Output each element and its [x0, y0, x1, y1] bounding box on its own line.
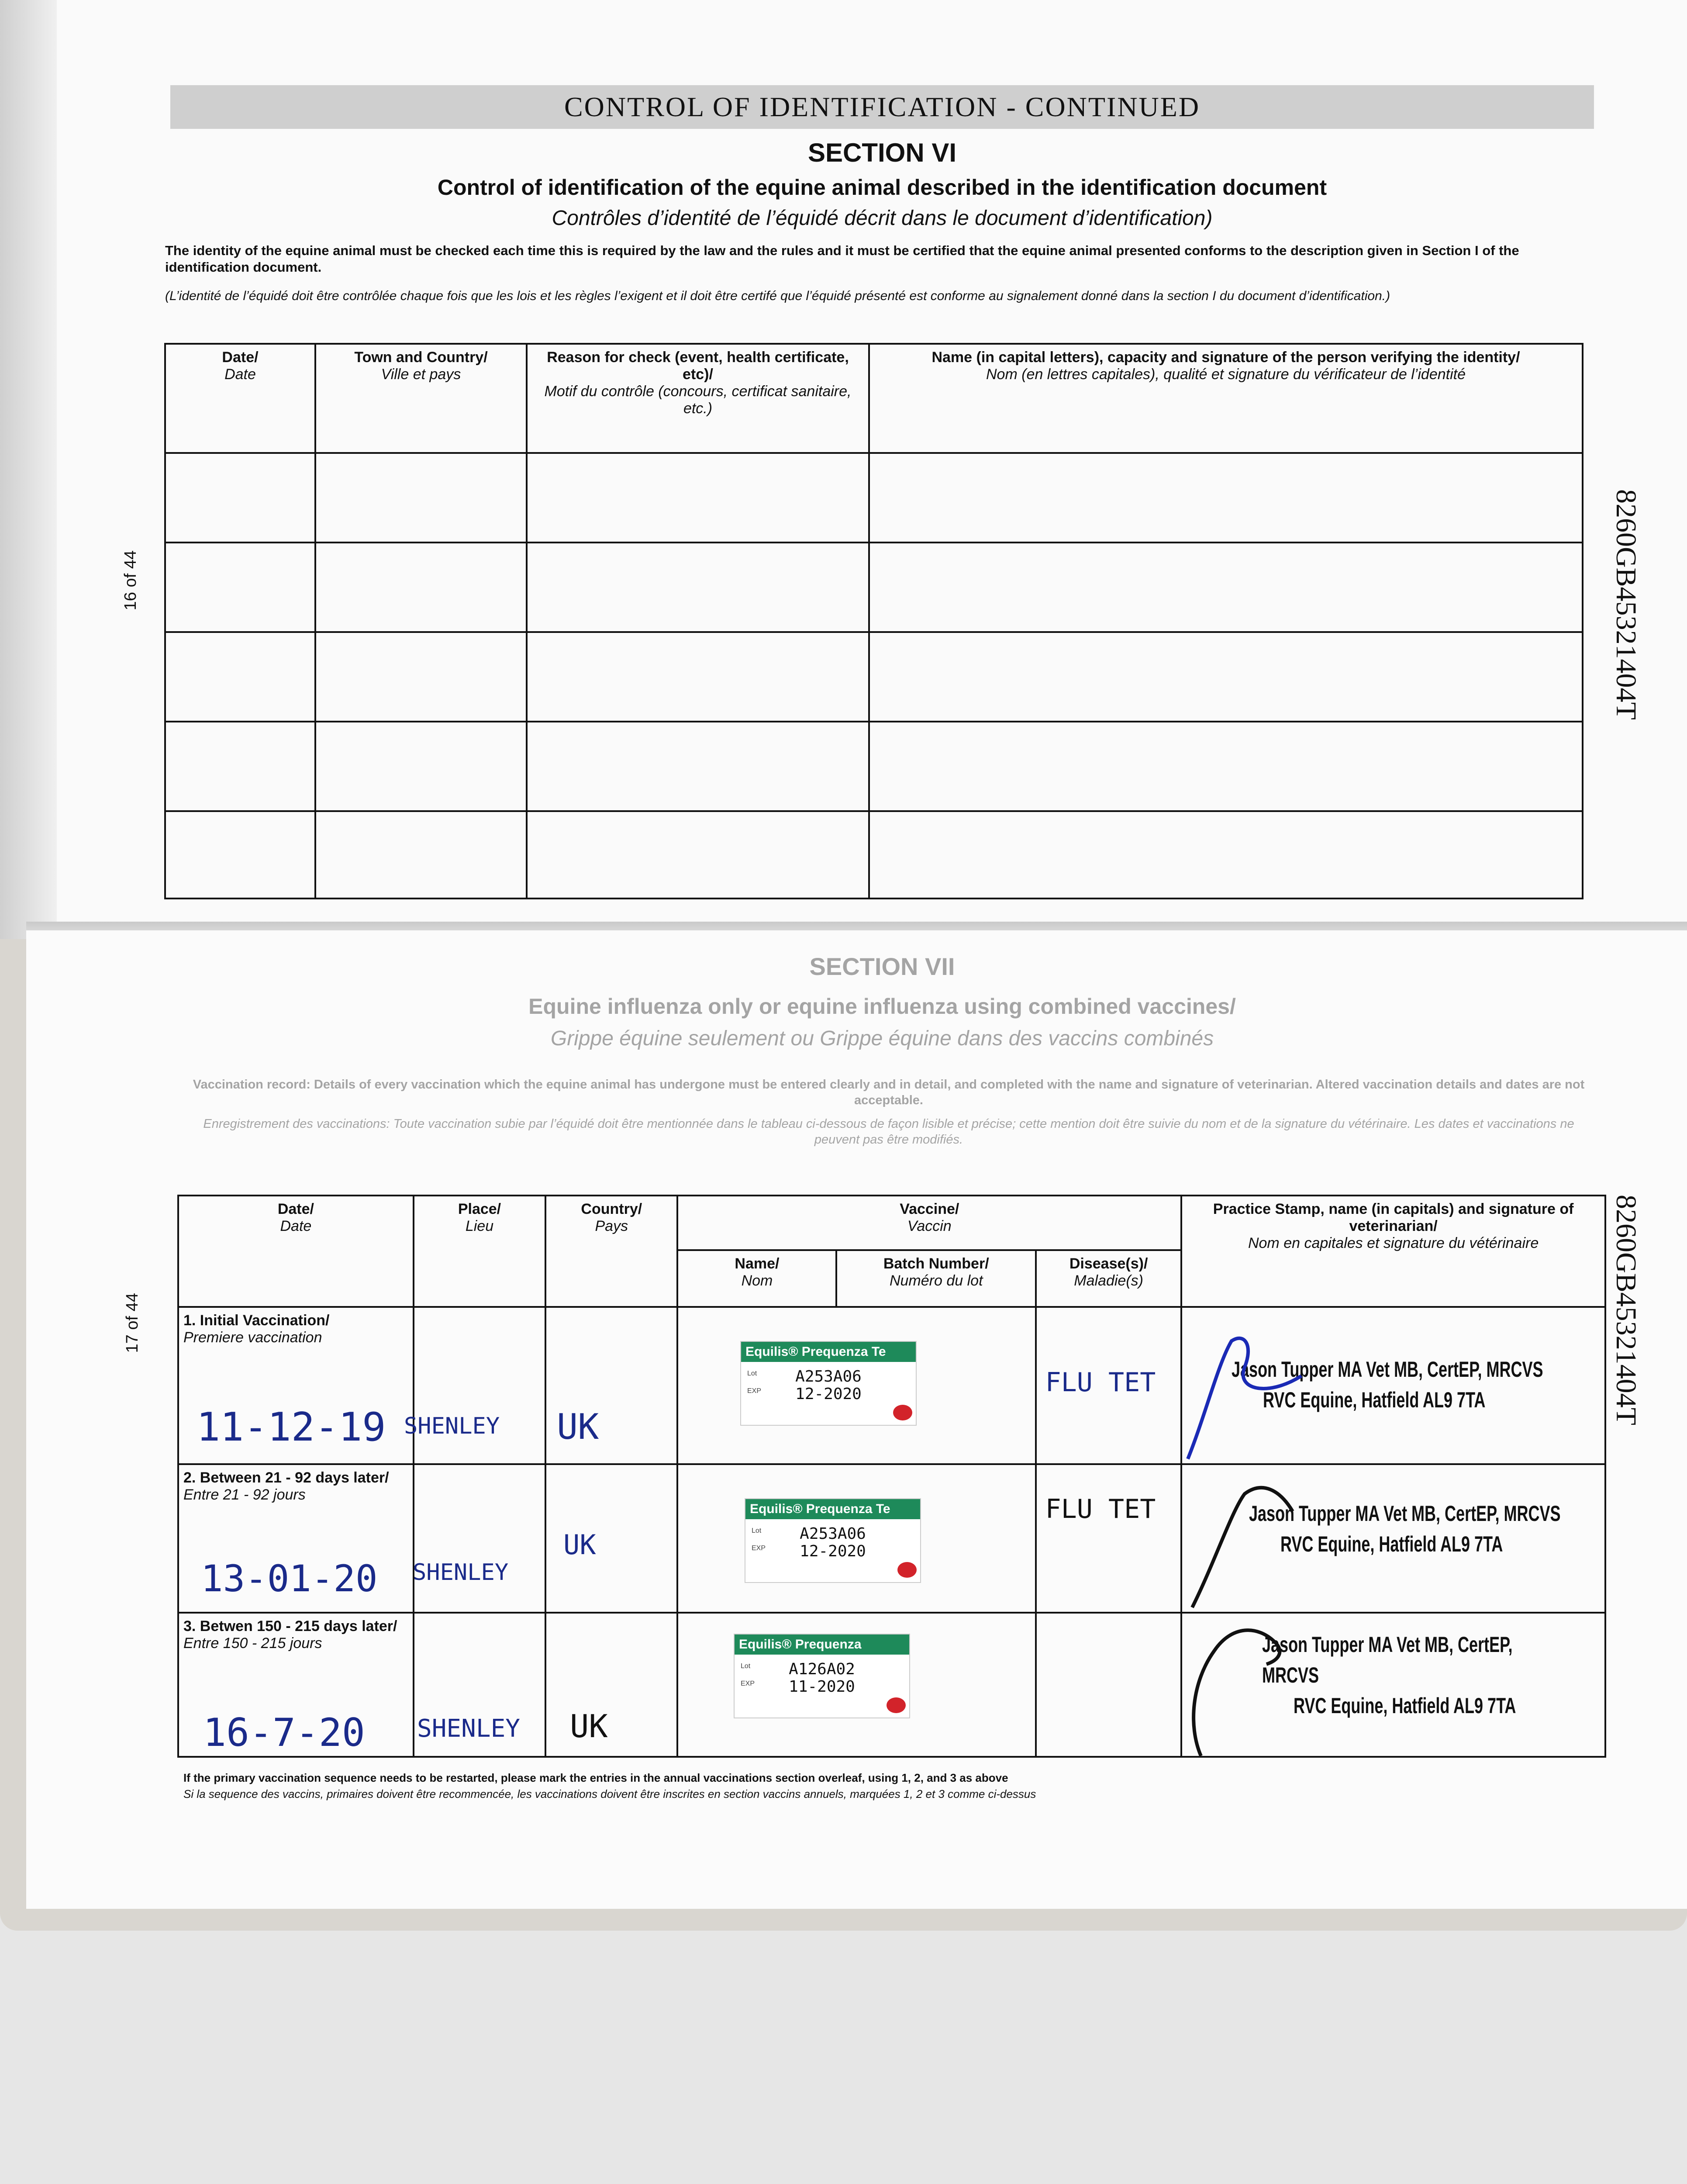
row-label-cell: 1. Initial Vaccination/ Premiere vaccination [178, 1307, 414, 1464]
col-town-header: Town and Country/ Ville et pays [315, 344, 527, 453]
col-country-header: Country/ Pays [545, 1196, 677, 1307]
vaccine-sticker: Equilis® Prequenza Lot EXP A126A02 11-2020 [734, 1634, 910, 1718]
signature-icon [1179, 1328, 1310, 1468]
page-number-16: 16 of 44 [121, 550, 140, 611]
table-header-row [178, 1196, 1605, 1250]
red-dot-icon [887, 1697, 906, 1713]
section-vii-intro-en: Vaccination record: Details of every vaccination which the equine animal has undergone must be entered clearly and in detail, and completed with the name and signature of veterinarian. Altered vaccination details and dates are not acceptable. [193, 1078, 1585, 1107]
row-label-cell: 3. Betwen 150 - 215 days later/ Entre 150 - 215 jours [178, 1613, 414, 1757]
col-disease-header: Disease(s)/ Maladie(s) [1036, 1250, 1181, 1307]
col-reason-header: Reason for check (event, health certificate, etc)/ Motif du contrôle (concours, certificat sanitaire, etc.) [527, 344, 869, 453]
section-vi-intro-en: The identity of the equine animal must be checked each time this is required by the law and the rules and it must be certified that the equine animal presented conforms to the description given in Section I of the identification document. [165, 243, 1519, 275]
table-row [165, 722, 1583, 811]
handwritten-country: UK [570, 1708, 608, 1745]
section-vi-heading-fr: Contrôles d’identité de l’équidé décrit dans le document d’identification) [552, 207, 1213, 230]
section-vii-heading-fr: Grippe équine seulement ou Grippe équine dans des vaccins combinés [550, 1027, 1214, 1050]
vet-stamp: Jason Tupper MA Vet MB, CertEP, MRCVS RVC Equine, Hatfield AL9 7TA [1249, 1501, 1561, 1556]
handwritten-disease: FLU TET [1045, 1494, 1156, 1524]
col-batch-header: Batch Number/ Numéro du lot [836, 1250, 1036, 1307]
passport-id-lower: 8260GB45321404T [1610, 1195, 1642, 1425]
section-banner: CONTROL OF IDENTIFICATION - CONTINUED [170, 85, 1594, 129]
col-vaccine-name-header: Name/ Nom [677, 1250, 836, 1307]
handwritten-country: UK [563, 1529, 596, 1561]
vet-stamp: Jason Tupper MA Vet MB, CertEP, MRCVS RVC Equine, Hatfield AL9 7TA [1232, 1357, 1543, 1412]
section-vii-intro-fr: Enregistrement des vaccinations: Toute vaccination subie par l’équidé doit être mentionnée dans le tableau ci-dessous de façon lisible et précise; cette mention doit être suivie du nom et de la signature du vétérinaire. Les dates et vaccinations ne peuvent pas être modifiés. [203, 1117, 1574, 1147]
footer-note-fr: Si la sequence des vaccins, primaires doivent être recommencée, les vaccinations doivent être inscrites en section vaccins annuels, marquées 1, 2 et 3 comme ci-dessus [183, 1787, 1036, 1800]
section-vii-heading-en: Equine influenza only or equine influenza using combined vaccines/ [528, 994, 1236, 1019]
handwritten-country: UK [557, 1406, 599, 1447]
passport-id-upper: 8260GB45321404T [1610, 489, 1642, 720]
handwritten-date: 13-01-20 [201, 1557, 378, 1600]
vaccine-sticker: Equilis® Prequenza Te Lot EXP A253A06 12-2020 [740, 1341, 917, 1426]
section-vi-heading-en: Control of identification of the equine animal described in the identification document [437, 175, 1327, 200]
book-spine [0, 0, 57, 939]
signature-icon [1175, 1616, 1306, 1765]
handwritten-place: SHENLEY [413, 1559, 509, 1586]
col-date-header: Date/ Date [178, 1196, 414, 1307]
section-vi-title: SECTION VI [807, 138, 957, 167]
table-row [165, 811, 1583, 898]
handwritten-date: 16-7-20 [203, 1710, 365, 1755]
vaccine-sticker: Equilis® Prequenza Te Lot EXP A253A06 12-2020 [745, 1498, 921, 1583]
section-vi-intro-fr: (L’identité de l’équidé doit être contrôlée chaque fois que les lois et les règles l’exigent et il doit être certifé que l’équidé présenté est conforme au signalement donné dans la section I du document d’identification.) [165, 289, 1390, 303]
handwritten-place: SHENLEY [417, 1714, 521, 1743]
section-vii-title: SECTION VII [809, 953, 955, 980]
col-place-header: Place/ Lieu [414, 1196, 545, 1307]
handwritten-place: SHENLEY [404, 1413, 500, 1439]
table-row [165, 453, 1583, 543]
vet-stamp: Jason Tupper MA Vet MB, CertEP, MRCVS RVC Equine, Hatfield AL9 7TA [1262, 1632, 1516, 1718]
col-date-header: Date/ Date [165, 344, 315, 453]
col-vaccine-header: Vaccine/ Vaccin [677, 1196, 1181, 1250]
handwritten-date: 11-12-19 [197, 1404, 386, 1450]
col-stamp-header: Practice Stamp, name (in capitals) and signature of veterinarian/ Nom en capitales et signature du vétérinaire [1181, 1196, 1605, 1307]
table-row [165, 543, 1583, 632]
footer-note-en: If the primary vaccination sequence needs to be restarted, please mark the entries in the annual vaccinations section overleaf, using 1, 2, and 3 as above [183, 1771, 1008, 1784]
page-number-17: 17 of 44 [123, 1293, 141, 1353]
red-dot-icon [897, 1562, 917, 1578]
handwritten-disease: FLU TET [1045, 1367, 1156, 1398]
signature-icon [1179, 1476, 1310, 1616]
row-label-cell: 2. Between 21 - 92 days later/ Entre 21 - 92 jours [178, 1464, 414, 1613]
red-dot-icon [893, 1405, 912, 1420]
identification-check-table [164, 343, 1584, 899]
table-header-row [165, 344, 1583, 453]
col-verifier-header: Name (in capital letters), capacity and signature of the person verifying the identity/ Nom (en lettres capitales), qualité et signature du vérificateur de l’identité [869, 344, 1583, 453]
table-row [165, 632, 1583, 722]
